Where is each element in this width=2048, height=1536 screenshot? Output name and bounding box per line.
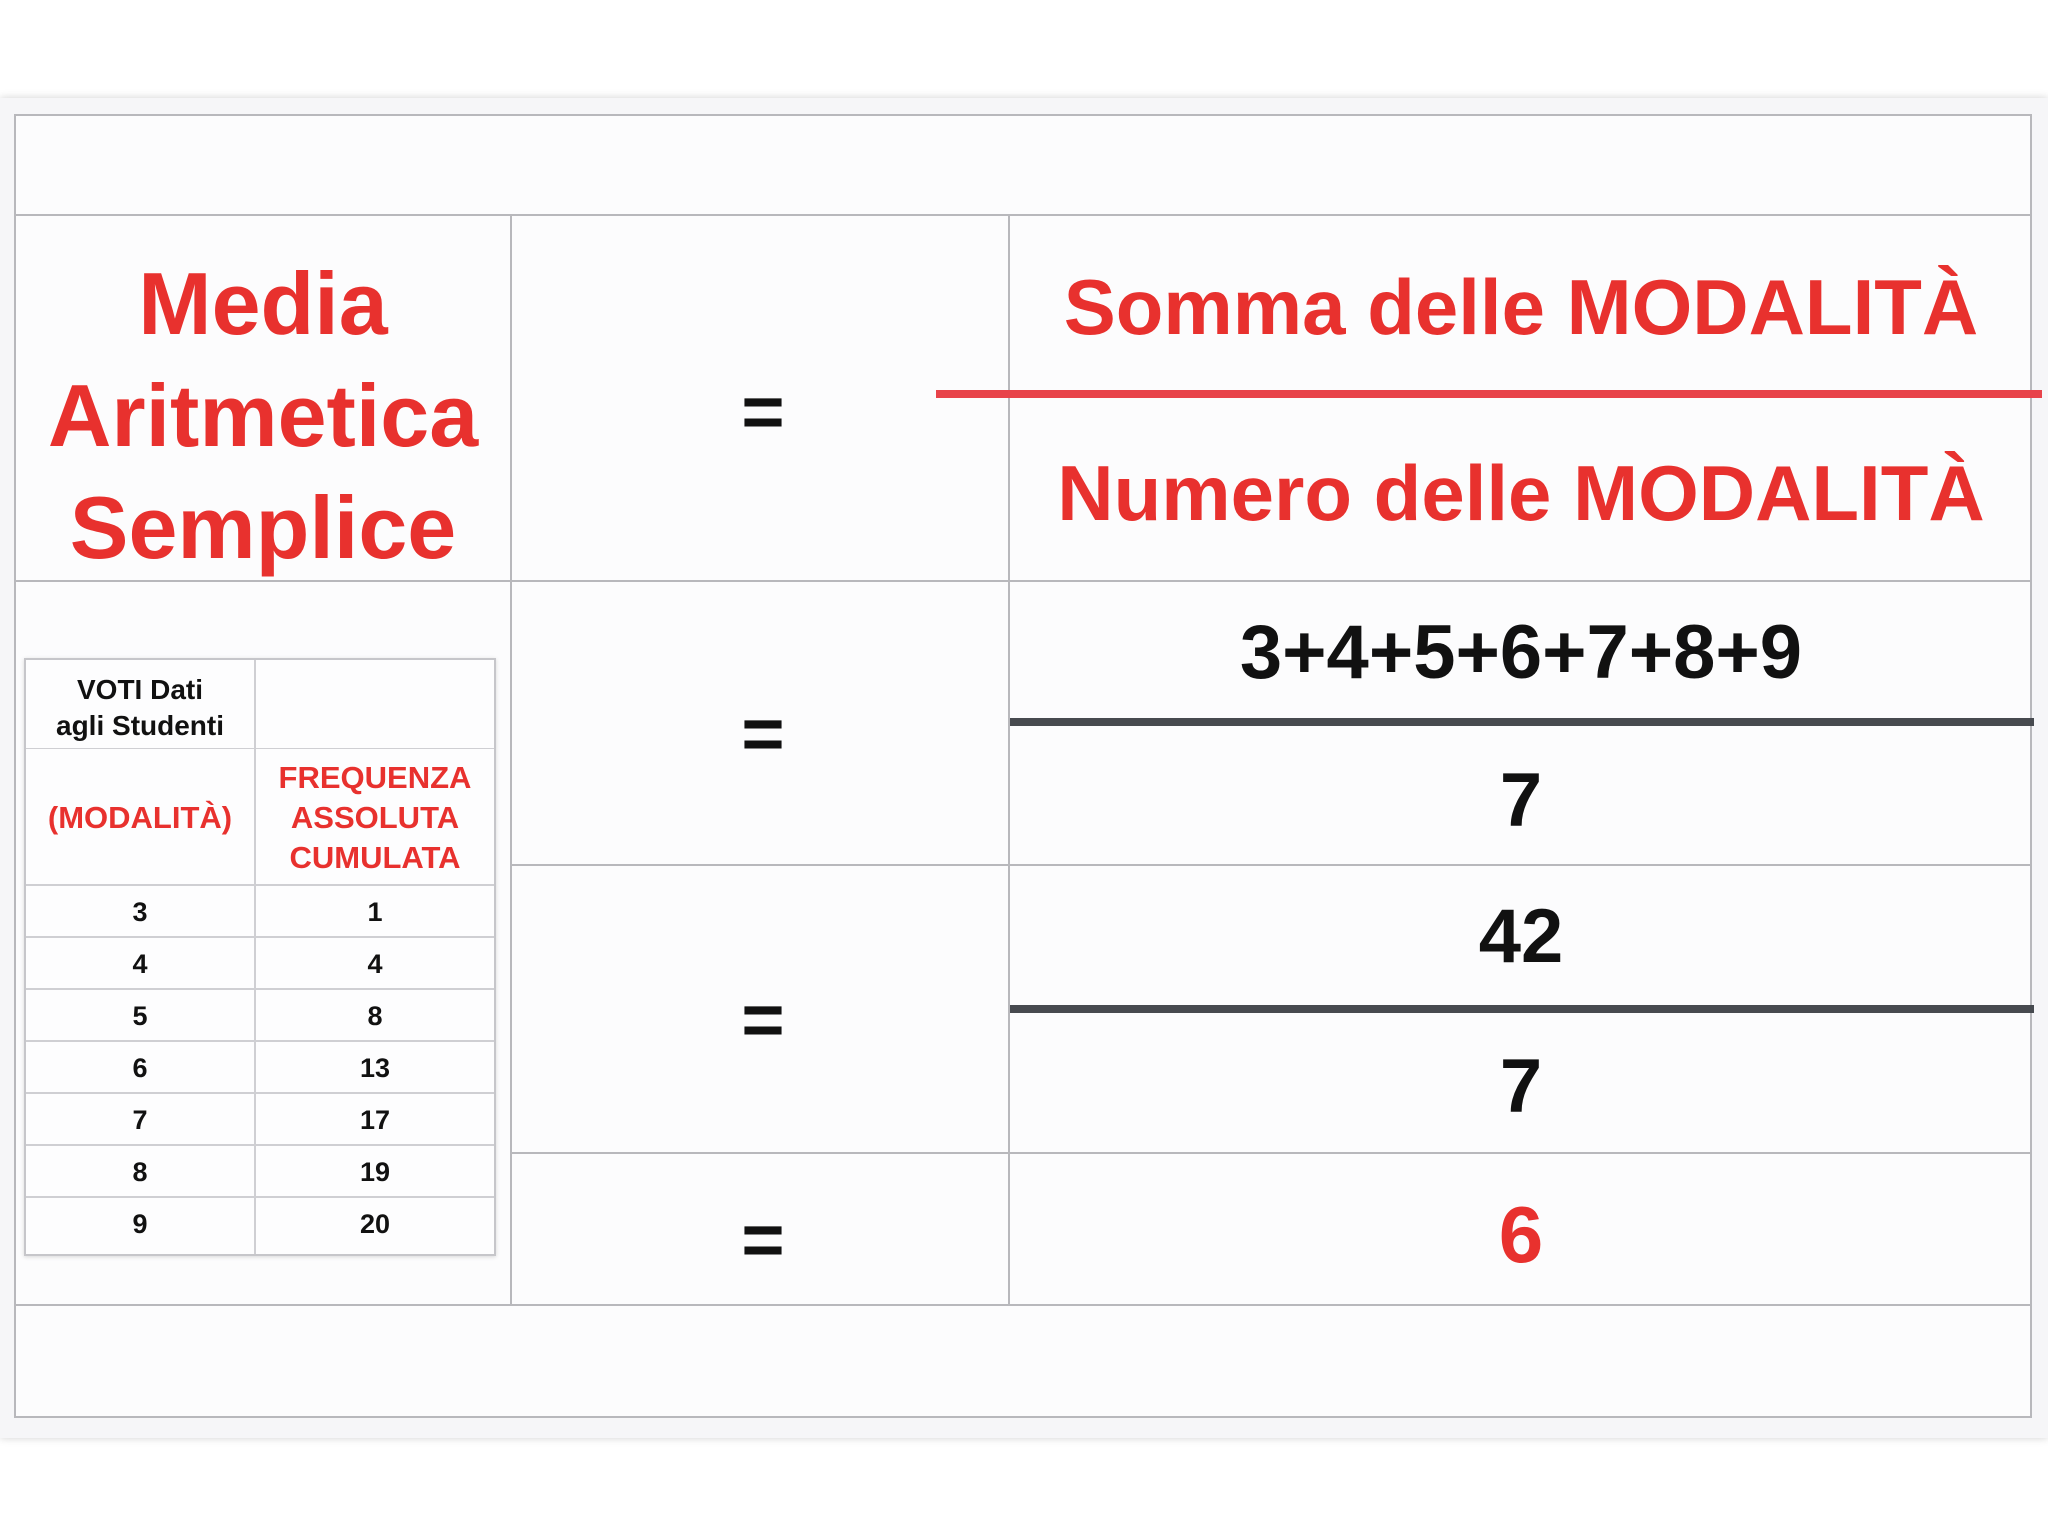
result-value: 6 (1498, 1190, 1544, 1279)
grid-line-row2 (512, 864, 2032, 866)
table-cell-voto: 8 (132, 1157, 148, 1187)
table-cell-freq: 4 (367, 949, 383, 979)
definition-numerator: Somma delle MODALITÀ (1063, 263, 1979, 351)
step2-denominator: 7 (1499, 1044, 1543, 1129)
table-cell-freq: 20 (359, 1209, 391, 1239)
header-freq-line1: FREQUENZA (278, 760, 472, 795)
title-line-2: Aritmetica (47, 366, 479, 465)
table-cell-voto: 6 (132, 1053, 148, 1083)
header-voti-line2: agli Studenti (56, 710, 224, 741)
table-cell-voto: 5 (132, 1001, 148, 1031)
table-cell-freq: 13 (359, 1053, 391, 1083)
definition-denominator: Numero delle MODALITÀ (1057, 449, 1985, 537)
table-cell-voto: 4 (132, 949, 148, 979)
equals-sign-1: = (741, 370, 785, 453)
table-cell-freq: 19 (359, 1157, 391, 1187)
header-freq-line2: ASSOLUTA (290, 800, 460, 835)
equals-sign-4: = (741, 1198, 785, 1281)
table-cell-freq: 8 (367, 1001, 383, 1031)
frequency-table (24, 658, 496, 1256)
step1-numerator: 3+4+5+6+7+8+9 (1239, 610, 1803, 695)
step1-fraction-bar (1010, 718, 2034, 726)
step1-denominator: 7 (1499, 758, 1543, 843)
header-modalita: (MODALITÀ) (47, 800, 233, 835)
step2-fraction-bar (1010, 1005, 2034, 1013)
table-cell-freq: 1 (367, 897, 383, 927)
grid-line-bottom-row (14, 1304, 2032, 1306)
table-cell-voto: 9 (132, 1209, 148, 1239)
table-cell-voto: 3 (132, 897, 148, 927)
formula-title (14, 248, 512, 584)
table-cell-voto: 7 (132, 1105, 148, 1135)
header-voti-line1: VOTI Dati (76, 674, 203, 705)
definition-fraction-bar (936, 390, 2042, 398)
equals-sign-3: = (741, 978, 785, 1061)
header-freq-line3: CUMULATA (289, 840, 461, 875)
equals-sign-2: = (741, 692, 785, 775)
grid-line-top-row (14, 214, 2032, 216)
title-line-3: Semplice (69, 478, 457, 577)
step2-numerator: 42 (1478, 894, 1564, 979)
title-line-1: Media (138, 254, 388, 353)
table-cell-freq: 17 (359, 1105, 391, 1135)
table-header-divider (26, 748, 494, 749)
grid-line-row3 (512, 1152, 2032, 1154)
